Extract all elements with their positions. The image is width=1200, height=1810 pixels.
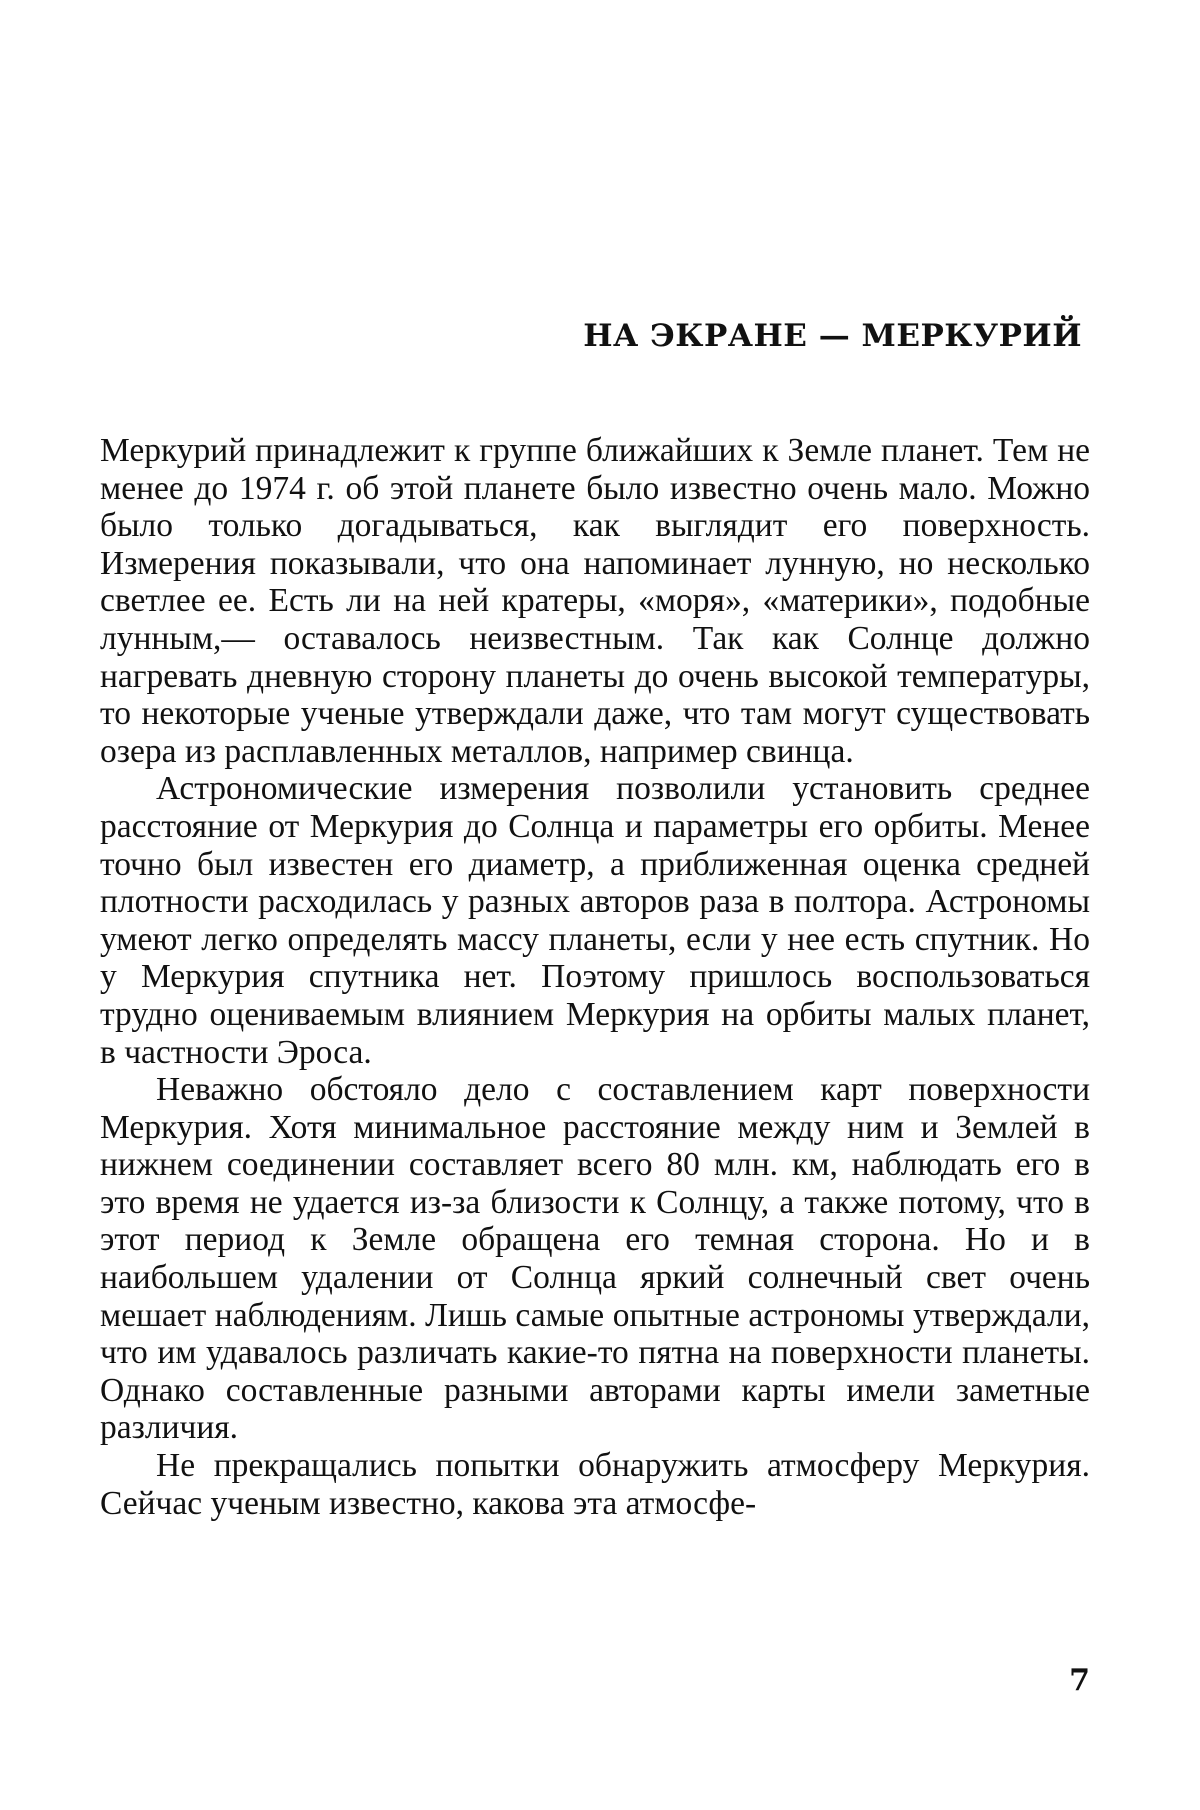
chapter-title: НА ЭКРАНЕ — МЕРКУРИЙ — [583, 318, 1082, 354]
paragraph-2: Астрономические измерения позволили установить среднее расстояние от Меркурия до Солнца и параметры его орбиты. Менее точно был известен его диаметр, а приближенная оценка средней плотности расходилась у разных авторов раза в полтора. Астрономы умеют легко определять массу планеты, если у нее есть спутник. Но у Меркурия спутника нет. Поэтому пришлось воспользоваться трудно оцениваемым влиянием Меркурия на орбиты малых планет, в частности Эроса. — [100, 770, 1090, 1071]
paragraph-1: Меркурий принадлежит к группе ближайших к Земле планет. Тем не менее до 1974 г. об этой планете было известно очень мало. Можно было только догадываться, как выглядит его поверхность. Измерения показывали, что она напоминает лунную, но несколько светлее ее. Есть ли на ней кратеры, «моря», «материки», подобные лунным,— оставалось неизвестным. Так как Солнце должно нагревать дневную сторону планеты до очень высокой температуры, то некоторые ученые утверждали даже, что там могут существовать озера из расплавленных металлов, например свинца. — [100, 432, 1090, 770]
paragraph-3: Неважно обстояло дело с составлением карт поверхности Меркурия. Хотя минимальное расстояние между ним и Землей в нижнем соединении составляет всего 80 млн. км, наблюдать его в это время не удается из-за близости к Солнцу, а также потому, что в этот период к Земле обращена его темная сторона. Но и в наибольшем удалении от Солнца яркий солнечный свет очень мешает наблюдениям. Лишь самые опытные астрономы утверждали, что им удавалось различать какие-то пятна на поверхности планеты. Однако составленные разными авторами карты имели заметные различия. — [100, 1071, 1090, 1447]
paragraph-4: Не прекращались попытки обнаружить атмосферу Меркурия. Сейчас ученым известно, какова эта атмосфе- — [100, 1447, 1090, 1522]
page-number: 7 — [1069, 1663, 1090, 1698]
body-text — [100, 432, 1090, 1522]
